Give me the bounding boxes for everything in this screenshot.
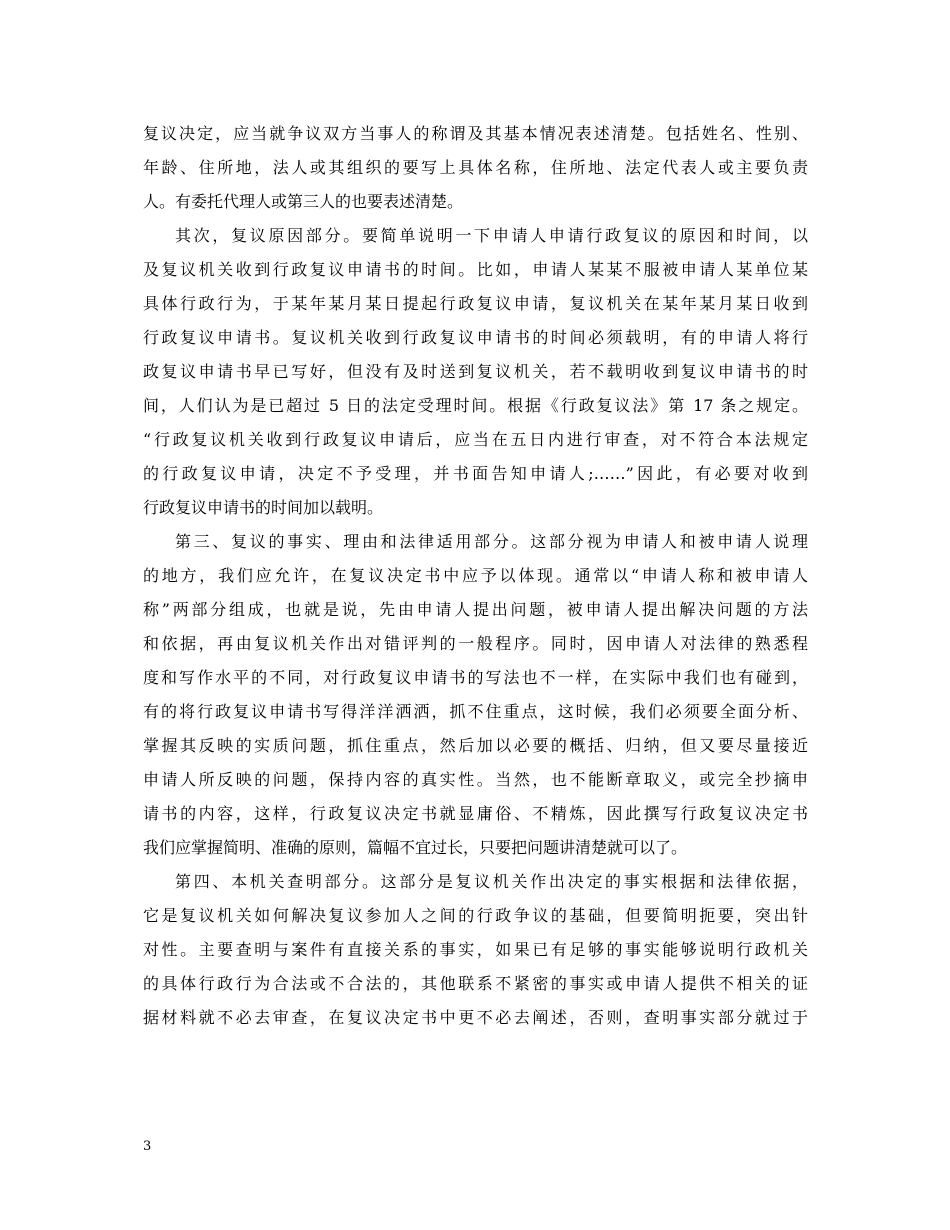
text-line: 的行政复议申请，决定不予受理，并书面告知申请人;……”因此，有必要对收到 xyxy=(143,464,808,483)
text-line: 间，人们认为是已超过 5 日的法定受理时间。根据《行政复议法》第 17 条之规定。 xyxy=(143,396,808,415)
text-line: 及复议机关收到行政复议申请书的时间。比如，申请人某某不服被申请人某单位某 xyxy=(143,260,808,279)
text-line: 复议决定，应当就争议双方当事人的称谓及其基本情况表述清楚。包括姓名、性别、 xyxy=(143,124,808,143)
text-line: 称”两部分组成，也就是说，先由申请人提出问题，被申请人提出解决问题的方法 xyxy=(143,600,808,619)
text-line: “行政复议机关收到行政复议申请后，应当在五日内进行审查，对不符合本法规定 xyxy=(143,430,808,449)
text-line: 对性。主要查明与案件有直接关系的事实，如果已有足够的事实能够说明行政机关 xyxy=(143,940,808,959)
text-line: 掌握其反映的实质问题，抓住重点，然后加以必要的概括、归纳，但又要尽量接近 xyxy=(143,736,808,755)
text-line: 人。有委托代理人或第三人的也要表述清楚。 xyxy=(143,192,464,211)
text-line: 据材料就不必去审查，在复议决定书中更不必去阐述，否则，查明事实部分就过于 xyxy=(143,1008,808,1027)
text-line: 的地方，我们应允许，在复议决定书中应予以体现。通常以“申请人称和被申请人 xyxy=(143,566,808,585)
text-line: 行政复议申请书。复议机关收到行政复议申请书的时间必须载明，有的申请人将行 xyxy=(143,328,808,347)
text-line: 度和写作水平的不同，对行政复议申请书的写法也不一样，在实际中我们也有碰到， xyxy=(143,668,808,687)
text-line: 的具体行政行为合法或不合法的，其他联系不紧密的事实或申请人提供不相关的证 xyxy=(143,974,808,993)
text-line: 申请人所反映的问题，保持内容的真实性。当然，也不能断章取义，或完全抄摘申 xyxy=(143,770,808,789)
text-line: 和依据，再由复议机关作出对错评判的一般程序。同时，因申请人对法律的熟悉程 xyxy=(143,634,808,653)
text-line: 行政复议申请书的时间加以载明。 xyxy=(143,498,384,517)
text-line: 具体行政行为，于某年某月某日提起行政复议申请，复议机关在某年某月某日收到 xyxy=(143,294,808,313)
text-line: 年龄、住所地，法人或其组织的要写上具体名称，住所地、法定代表人或主要负责 xyxy=(143,158,808,177)
text-line: 我们应掌握简明、准确的原则，篇幅不宜过长，只要把问题讲清楚就可以了。 xyxy=(143,838,688,857)
text-line: 第三、复议的事实、理由和法律适用部分。这部分视为申请人和被申请人说理 xyxy=(175,532,808,551)
text-line: 政复议申请书早已写好，但没有及时送到复议机关，若不载明收到复议申请书的时 xyxy=(143,362,808,381)
text-line: 它是复议机关如何解决复议参加人之间的行政争议的基础，但要简明扼要，突出针 xyxy=(143,906,808,925)
text-line: 第四、本机关查明部分。这部分是复议机关作出决定的事实根据和法律依据， xyxy=(175,872,808,891)
body-text xyxy=(143,117,808,1035)
text-line: 其次，复议原因部分。要简单说明一下申请人申请行政复议的原因和时间，以 xyxy=(175,226,808,245)
text-line: 有的将行政复议申请书写得洋洋洒洒，抓不住重点，这时候，我们必须要全面分析、 xyxy=(143,702,808,721)
text-line: 请书的内容，这样，行政复议决定书就显庸俗、不精炼，因此撰写行政复议决定书 xyxy=(143,804,808,823)
page-number: 3 xyxy=(143,1139,152,1154)
